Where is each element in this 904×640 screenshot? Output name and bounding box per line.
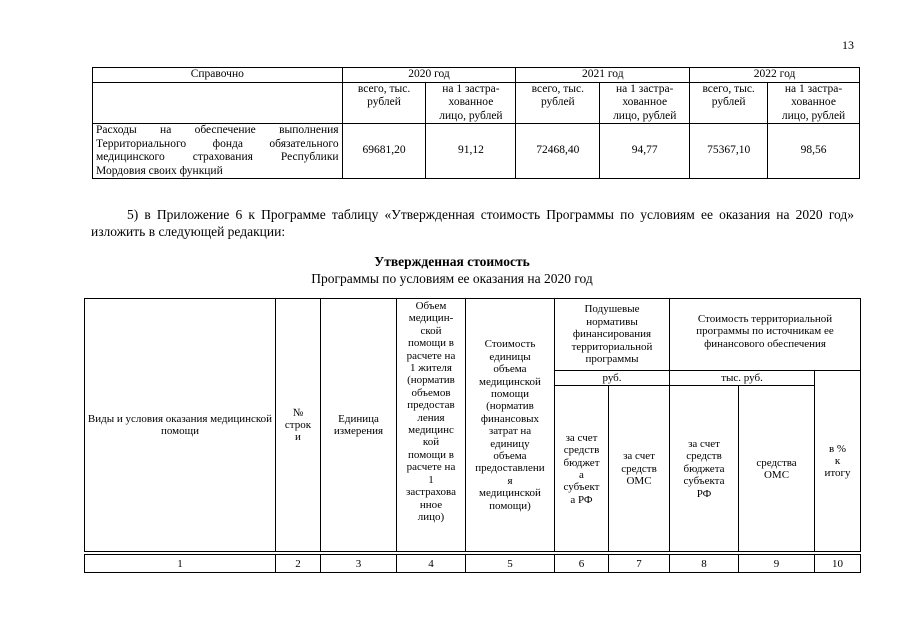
column-number: 2 xyxy=(276,555,321,573)
header-oms-cost xyxy=(739,386,815,552)
column-number: 10 xyxy=(815,555,861,573)
header-line: субъекта xyxy=(683,475,725,488)
value-2022-total: 75367,10 xyxy=(690,124,768,179)
header-line: кой xyxy=(422,436,440,449)
header-care-types: Виды и условия оказания медицинской помощи xyxy=(85,299,276,552)
column-number: 8 xyxy=(670,555,739,573)
value-2021-total: 72468,40 xyxy=(516,124,600,179)
header-line: помощи в xyxy=(408,337,454,350)
header-line: предостав xyxy=(407,399,455,412)
header-line: объемов xyxy=(411,386,451,399)
header-percent-total xyxy=(815,371,861,552)
unit-rub: руб. xyxy=(555,371,670,386)
header-line: а xyxy=(579,468,584,481)
header-line: финансового обеспечения xyxy=(704,337,826,350)
header-line: территориальной xyxy=(571,340,653,353)
column-number: 1 xyxy=(85,555,276,573)
header-line: Подушевые xyxy=(584,303,640,316)
header-line: средства xyxy=(756,456,797,469)
header-line: 1 жителя xyxy=(410,362,452,375)
header-line: (норматив xyxy=(407,374,455,387)
header-line: а РФ xyxy=(570,493,593,506)
value-2020-per-person: 91,12 xyxy=(426,124,516,179)
header-line: объема xyxy=(493,450,527,463)
unit-thousand-rub: тыс. руб. xyxy=(670,371,815,386)
year-header-2020: 2020 год xyxy=(342,68,516,83)
year-header-2022: 2022 год xyxy=(690,68,860,83)
header-line: финансовых xyxy=(480,412,540,425)
header-volume xyxy=(397,299,466,552)
column-number: 5 xyxy=(466,555,555,573)
header-line: Стоимость территориальной xyxy=(697,313,833,325)
header-program-cost xyxy=(670,299,861,371)
header-line: нормативы xyxy=(586,315,638,328)
value-2022-per-person: 98,56 xyxy=(768,124,860,179)
header-line: бюджет xyxy=(563,456,600,469)
column-number: 4 xyxy=(397,555,466,573)
header-line: застрахова xyxy=(406,486,456,499)
header-line: ской xyxy=(420,324,442,337)
column-numbers-row xyxy=(85,555,861,573)
header-line: в % xyxy=(828,442,847,455)
table-subtitle: Программы по условиям ее оказания на 2020 год xyxy=(311,271,593,286)
header-line: за счет xyxy=(688,437,720,450)
header-line: расчете на xyxy=(406,349,456,362)
subheader-per-person: на 1 застра- хованное лицо, рублей xyxy=(768,82,860,124)
header-row-number: № строк и xyxy=(276,299,321,552)
header-line: за счет xyxy=(623,450,655,463)
header-unit-cost xyxy=(466,299,555,552)
column-number: 6 xyxy=(555,555,609,573)
header-line: ления xyxy=(417,411,445,424)
header-line: медицинской xyxy=(479,375,541,388)
header-line: помощи) xyxy=(489,499,531,512)
header-line: Объем xyxy=(415,300,447,312)
header-line: помощи в xyxy=(408,448,454,461)
header-line: лицо) xyxy=(417,510,445,523)
header-line: итогу xyxy=(824,467,851,480)
table-row xyxy=(93,124,860,179)
header-budget-source xyxy=(555,386,609,552)
header-line: программы xyxy=(585,353,639,366)
header-unit: Единица измерения xyxy=(321,299,397,552)
value-2020-total: 69681,20 xyxy=(342,124,426,179)
header-line: я xyxy=(507,474,513,487)
value-2021-per-person: 94,77 xyxy=(600,124,690,179)
header-line: нное xyxy=(419,498,443,511)
reference-header: Справочно xyxy=(93,68,343,83)
approved-cost-table xyxy=(84,298,861,573)
header-line: единицы xyxy=(489,350,531,363)
header-per-capita-norms xyxy=(555,299,670,371)
header-line: медицинской xyxy=(479,487,541,500)
header-line: предоставлени xyxy=(475,462,545,475)
table-title: Утвержденная стоимость xyxy=(374,254,530,269)
page-number: 13 xyxy=(842,38,854,52)
header-line: программы по источникам ее xyxy=(696,325,834,338)
header-line: Стоимость xyxy=(484,338,536,351)
header-line: ОМС xyxy=(763,468,790,481)
header-line: средств xyxy=(686,450,722,463)
column-number: 3 xyxy=(321,555,397,573)
subheader-total: всего, тыс. рублей xyxy=(342,82,426,124)
header-line: объема xyxy=(493,363,527,376)
column-number: 9 xyxy=(739,555,815,573)
subheader-per-person: на 1 застра- хованное лицо, рублей xyxy=(600,82,690,124)
header-line: единицу xyxy=(490,437,530,450)
subheader-per-person: на 1 застра- хованное лицо, рублей xyxy=(426,82,516,124)
header-line: за счет xyxy=(565,431,598,444)
header-line: РФ xyxy=(696,487,712,500)
header-line: медицин- xyxy=(408,312,454,325)
column-number: 7 xyxy=(609,555,670,573)
year-header-2021: 2021 год xyxy=(516,68,690,83)
header-line: медицинс xyxy=(408,424,454,437)
header-line: финансирования xyxy=(572,328,652,341)
header-line: затрат на xyxy=(488,425,532,438)
header-line: (норматив xyxy=(486,400,534,413)
subheader-total: всего, тыс. рублей xyxy=(516,82,600,124)
header-line: бюджета xyxy=(683,462,725,475)
row-description: Расходы на обеспечение выполнения Территориального фонда обязательного медицинского страхования Республики Мордовия своих функций xyxy=(93,124,343,179)
header-line: ОМС xyxy=(626,475,652,488)
amendment-paragraph: 5) в Приложение 6 к Программе таблицу «Утвержденная стоимость Программы по условиям ее оказания на 2020 год» изложить в следующей редакции: xyxy=(91,207,854,239)
header-line: средств xyxy=(621,462,657,475)
header-line: расчете на xyxy=(406,461,456,474)
header-line: 1 xyxy=(428,473,434,486)
reference-table xyxy=(92,67,860,179)
subheader-total: всего, тыс. рублей xyxy=(690,82,768,124)
empty-cell xyxy=(93,82,343,124)
header-budget-cost xyxy=(670,386,739,552)
header-oms-source xyxy=(609,386,670,552)
header-line: субъект xyxy=(563,481,600,494)
header-line: помощи xyxy=(491,387,529,400)
header-line: к xyxy=(834,455,841,467)
header-line: средств xyxy=(563,444,600,457)
